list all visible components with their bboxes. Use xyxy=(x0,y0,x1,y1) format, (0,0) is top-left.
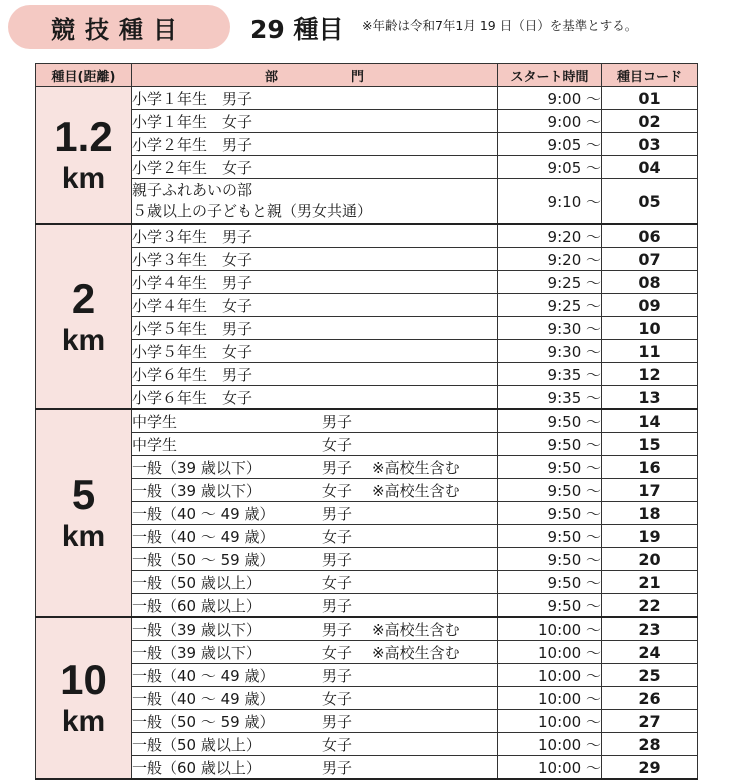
department-label: 小学５年生 男子 xyxy=(132,319,253,338)
department-cell xyxy=(132,317,498,340)
department-label: 一般（39 歳以下） xyxy=(132,458,261,477)
event-row xyxy=(36,340,698,363)
distance-number: 5 xyxy=(71,471,96,519)
event-row xyxy=(36,433,698,456)
event-code-cell: 26 xyxy=(602,687,698,710)
department-cell xyxy=(132,110,498,133)
department-cell xyxy=(132,687,498,710)
start-time-cell: 9:50 ～ xyxy=(498,548,602,571)
start-time-cell: 10:00 ～ xyxy=(498,664,602,687)
department-cell xyxy=(132,733,498,756)
gender-label: 男子 xyxy=(322,620,353,639)
distance-unit: km xyxy=(61,162,106,196)
department-label: 小学４年生 男子 xyxy=(132,273,253,292)
department-cell xyxy=(132,664,498,687)
department-label: 一般（39 歳以下） xyxy=(132,620,261,639)
gender-label: 男子 xyxy=(322,596,353,615)
department-cell xyxy=(132,502,498,525)
gender-label: 女子 xyxy=(322,643,353,662)
event-row xyxy=(36,687,698,710)
event-row xyxy=(36,548,698,571)
department-cell xyxy=(132,409,498,433)
department-label: 一般（60 歳以上） xyxy=(132,758,261,777)
event-code-cell: 19 xyxy=(602,525,698,548)
start-time-cell: 10:00 ～ xyxy=(498,756,602,780)
gender-label: 男子 xyxy=(322,712,353,731)
department-cell xyxy=(132,87,498,110)
department-label: 一般（40 ～ 49 歳） xyxy=(132,666,275,685)
col-header-distance: 種目(距離) xyxy=(36,64,132,87)
event-row xyxy=(36,87,698,110)
distance-number: 2 xyxy=(71,274,96,322)
event-code-cell: 18 xyxy=(602,502,698,525)
event-code-cell: 07 xyxy=(602,248,698,271)
event-code-cell: 11 xyxy=(602,340,698,363)
gender-label: 女子 xyxy=(322,573,353,592)
department-label: 中学生 xyxy=(132,412,178,431)
department-label: 小学２年生 女子 xyxy=(132,158,253,177)
gender-label: 男子 xyxy=(322,550,353,569)
event-code-cell: 17 xyxy=(602,479,698,502)
start-time-cell: 9:50 ～ xyxy=(498,433,602,456)
department-label: 一般（50 歳以上） xyxy=(132,735,261,754)
department-label: 小学３年生 男子 xyxy=(132,227,253,246)
event-row xyxy=(36,386,698,410)
department-cell xyxy=(132,294,498,317)
distance-unit: km xyxy=(61,520,106,554)
gender-label: 女子 xyxy=(322,481,353,500)
department-label: 小学６年生 男子 xyxy=(132,365,253,384)
event-row xyxy=(36,479,698,502)
distance-cell xyxy=(36,224,132,409)
start-time-cell: 9:30 ～ xyxy=(498,340,602,363)
department-cell xyxy=(132,525,498,548)
event-code-cell: 05 xyxy=(602,179,698,225)
department-sublabel: ５歳以上の子どもと親（男女共通） xyxy=(132,202,373,220)
department-cell xyxy=(132,617,498,641)
department-cell xyxy=(132,756,498,780)
start-time-cell: 9:30 ～ xyxy=(498,317,602,340)
event-row xyxy=(36,617,698,641)
start-time-cell: 9:25 ～ xyxy=(498,294,602,317)
department-label: 親子ふれあいの部 xyxy=(132,181,253,199)
event-code-cell: 25 xyxy=(602,664,698,687)
event-row xyxy=(36,664,698,687)
event-code-cell: 12 xyxy=(602,363,698,386)
department-cell xyxy=(132,179,498,225)
department-label: 一般（39 歳以下） xyxy=(132,481,261,500)
event-code-cell: 01 xyxy=(602,87,698,110)
event-row xyxy=(36,456,698,479)
event-row xyxy=(36,224,698,248)
department-label: 小学２年生 男子 xyxy=(132,135,253,154)
department-cell xyxy=(132,548,498,571)
start-time-cell: 9:20 ～ xyxy=(498,248,602,271)
start-time-cell: 9:50 ～ xyxy=(498,502,602,525)
event-row xyxy=(36,317,698,340)
start-time-cell: 10:00 ～ xyxy=(498,641,602,664)
event-row xyxy=(36,271,698,294)
event-row xyxy=(36,294,698,317)
event-row xyxy=(36,756,698,780)
event-code-cell: 29 xyxy=(602,756,698,780)
start-time-cell: 9:35 ～ xyxy=(498,386,602,410)
department-note: ※高校生含む xyxy=(372,458,460,477)
department-note: ※高校生含む xyxy=(372,620,460,639)
event-code-cell: 16 xyxy=(602,456,698,479)
col-header-department: 部 門 xyxy=(132,64,498,87)
gender-label: 男子 xyxy=(322,666,353,685)
col-header-start: スタート時間 xyxy=(498,64,602,87)
gender-label: 女子 xyxy=(322,435,353,454)
event-code-cell: 22 xyxy=(602,594,698,618)
event-code-cell: 02 xyxy=(602,110,698,133)
department-label: 小学３年生 女子 xyxy=(132,250,253,269)
age-basis-note: ※年齢は令和7年1月 19 日（日）を基準とする。 xyxy=(362,18,638,33)
events-table xyxy=(35,63,698,780)
gender-label: 女子 xyxy=(322,689,353,708)
department-cell xyxy=(132,248,498,271)
event-row xyxy=(36,133,698,156)
department-label: 中学生 xyxy=(132,435,178,454)
start-time-cell: 10:00 ～ xyxy=(498,710,602,733)
department-note: ※高校生含む xyxy=(372,643,460,662)
start-time-cell: 9:00 ～ xyxy=(498,110,602,133)
start-time-cell: 9:05 ～ xyxy=(498,156,602,179)
event-code-cell: 28 xyxy=(602,733,698,756)
department-label: 一般（40 ～ 49 歳） xyxy=(132,527,275,546)
department-cell xyxy=(132,479,498,502)
department-label: 一般（40 ～ 49 歳） xyxy=(132,504,275,523)
event-count: 29 種目 xyxy=(250,15,344,44)
department-label: 小学５年生 女子 xyxy=(132,342,253,361)
start-time-cell: 9:35 ～ xyxy=(498,363,602,386)
start-time-cell: 9:50 ～ xyxy=(498,594,602,618)
distance-cell xyxy=(36,409,132,617)
start-time-cell: 9:10 ～ xyxy=(498,179,602,225)
gender-label: 男子 xyxy=(322,412,353,431)
col-header-code: 種目コード xyxy=(602,64,698,87)
start-time-cell: 10:00 ～ xyxy=(498,617,602,641)
department-cell xyxy=(132,271,498,294)
page-header xyxy=(0,0,734,56)
event-code-cell: 14 xyxy=(602,409,698,433)
event-row xyxy=(36,248,698,271)
start-time-cell: 9:50 ～ xyxy=(498,479,602,502)
start-time-cell: 9:50 ～ xyxy=(498,409,602,433)
event-code-cell: 03 xyxy=(602,133,698,156)
start-time-cell: 9:50 ～ xyxy=(498,525,602,548)
distance-cell xyxy=(36,617,132,779)
event-row xyxy=(36,179,698,225)
department-cell xyxy=(132,224,498,248)
gender-label: 男子 xyxy=(322,758,353,777)
department-label: 小学６年生 女子 xyxy=(132,388,253,407)
start-time-cell: 9:00 ～ xyxy=(498,87,602,110)
event-code-cell: 27 xyxy=(602,710,698,733)
event-row xyxy=(36,641,698,664)
distance-cell xyxy=(36,87,132,225)
department-label: 小学１年生 男子 xyxy=(132,89,253,108)
department-cell xyxy=(132,363,498,386)
event-code-cell: 20 xyxy=(602,548,698,571)
event-code-cell: 09 xyxy=(602,294,698,317)
event-row xyxy=(36,156,698,179)
event-row xyxy=(36,110,698,133)
start-time-cell: 10:00 ～ xyxy=(498,687,602,710)
gender-label: 男子 xyxy=(322,458,353,477)
start-time-cell: 9:50 ～ xyxy=(498,456,602,479)
gender-label: 男子 xyxy=(322,504,353,523)
start-time-cell: 9:50 ～ xyxy=(498,571,602,594)
event-code-cell: 04 xyxy=(602,156,698,179)
gender-label: 女子 xyxy=(322,735,353,754)
start-time-cell: 9:25 ～ xyxy=(498,271,602,294)
department-cell xyxy=(132,571,498,594)
department-cell xyxy=(132,456,498,479)
department-cell xyxy=(132,133,498,156)
department-label: 一般（50 ～ 59 歳） xyxy=(132,712,275,731)
event-code-cell: 10 xyxy=(602,317,698,340)
start-time-cell: 9:20 ～ xyxy=(498,224,602,248)
event-row xyxy=(36,363,698,386)
distance-unit: km xyxy=(61,323,106,357)
header-row xyxy=(36,64,698,87)
department-cell xyxy=(132,641,498,664)
department-cell xyxy=(132,710,498,733)
distance-number: 1.2 xyxy=(54,113,113,161)
department-cell xyxy=(132,433,498,456)
distance-unit: km xyxy=(61,705,106,739)
department-label: 一般（40 ～ 49 歳） xyxy=(132,689,275,708)
event-row xyxy=(36,409,698,433)
start-time-cell: 9:05 ～ xyxy=(498,133,602,156)
event-code-cell: 08 xyxy=(602,271,698,294)
department-cell xyxy=(132,340,498,363)
event-code-cell: 21 xyxy=(602,571,698,594)
department-cell xyxy=(132,594,498,618)
event-row xyxy=(36,525,698,548)
distance-number: 10 xyxy=(60,656,107,704)
event-code-cell: 24 xyxy=(602,641,698,664)
event-code-cell: 15 xyxy=(602,433,698,456)
department-cell xyxy=(132,386,498,410)
event-code-cell: 23 xyxy=(602,617,698,641)
department-label: 一般（50 ～ 59 歳） xyxy=(132,550,275,569)
event-code-cell: 13 xyxy=(602,386,698,410)
event-row xyxy=(36,594,698,618)
event-row xyxy=(36,733,698,756)
start-time-cell: 10:00 ～ xyxy=(498,733,602,756)
section-title: 競技種目 xyxy=(8,5,230,49)
event-code-cell: 06 xyxy=(602,224,698,248)
gender-label: 女子 xyxy=(322,527,353,546)
event-row xyxy=(36,571,698,594)
department-label: 一般（39 歳以下） xyxy=(132,643,261,662)
event-row xyxy=(36,710,698,733)
department-label: 一般（60 歳以上） xyxy=(132,596,261,615)
department-label: 小学４年生 女子 xyxy=(132,296,253,315)
department-label: 小学１年生 女子 xyxy=(132,112,253,131)
department-label: 一般（50 歳以上） xyxy=(132,573,261,592)
event-row xyxy=(36,502,698,525)
department-cell xyxy=(132,156,498,179)
department-note: ※高校生含む xyxy=(372,481,460,500)
